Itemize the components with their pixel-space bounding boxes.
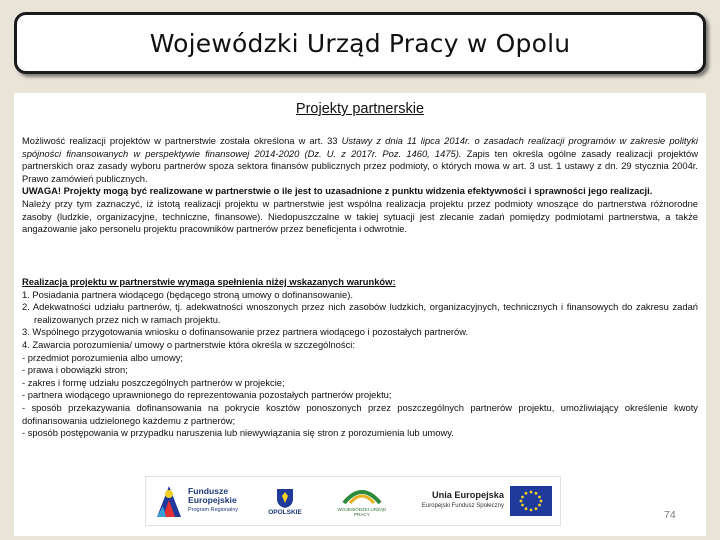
fundusze-europejskie-logo: Fundusze Europejskie Program Regionalny bbox=[154, 484, 238, 518]
opolskie-logo: OPOLSKIE bbox=[268, 487, 302, 516]
requirements-heading: Realizacja projektu w partnerstwie wymaga spełnienia niżej wskazanych warunków: bbox=[22, 276, 396, 287]
intro-text bbox=[22, 135, 698, 236]
slide-content bbox=[14, 93, 706, 536]
unia-europejska-logo: Unia Europejska Europejski Fundusz Społeczny bbox=[422, 486, 552, 516]
wup-logo: WOJEWÓDZKI URZĄD PRACY bbox=[332, 485, 392, 518]
paragraph-warning: UWAGA! Projekty mogą być realizowane w partnerstwie o ile jest to uzasadnione z punktu widzenia efektywności i sprawności jego realizacji. bbox=[22, 185, 653, 197]
eu-flag-icon bbox=[510, 486, 552, 516]
slide-subtitle: Projekty partnerskie bbox=[295, 101, 425, 117]
agreement-item: - sposób postępowania w przypadku naruszenia lub niewywiązania się stron z porozumienia lub umowy. bbox=[22, 427, 454, 439]
opolskie-crest-icon bbox=[275, 487, 295, 509]
requirement-item: 3. Wspólnego przygotowania wniosku o dofinansowanie przez partnera wiodącego i pozostałych partnerów. bbox=[22, 326, 469, 338]
agreement-item: - partnera wiodącego uprawnionego do reprezentowania pozostałych partnerów projektu; bbox=[22, 389, 392, 401]
agreement-item: - sposób przekazywania dofinansowania na pokrycie kosztów ponoszonych przez poszczególnych partnerów projektu, umożliwiający określenie kwoty dofinansowania udzielonego każdemu z partnerów; bbox=[22, 401, 698, 426]
requirement-item: 2. Adekwatności udziału partnerów, tj. adekwatności wnoszonych przez nich zasobów ludzkich, organizacyjnych, technicznych i finansowych do zakresu zadań realizowanych przez nich w ramach projektu. bbox=[22, 301, 698, 325]
requirement-item: 1. Posiadania partnera wiodącego (będącego stroną umowy o dofinansowanie). bbox=[22, 288, 353, 300]
title-banner bbox=[14, 12, 706, 74]
agreement-item: - prawa i obowiązki stron; bbox=[22, 364, 128, 376]
requirement-item: 4. Zawarcia porozumienia/ umowy o partnerstwie która określa w szczególności: bbox=[22, 338, 355, 350]
requirements-section bbox=[22, 276, 698, 440]
wup-emblem-icon bbox=[342, 485, 382, 507]
page-number: 74 bbox=[664, 509, 676, 521]
fe-star-icon bbox=[154, 484, 184, 518]
slide-header-title: Wojewódzki Urząd Pracy w Opolu bbox=[149, 28, 571, 58]
logo-strip bbox=[145, 476, 561, 526]
paragraph-legal-basis: Możliwość realizacji projektów w partnerstwie została określona w art. 33 Ustawy z dnia 11 lipca 2014r. o zasadach realizacji programów w zakresie polityki spójności finansowanych w perspektywie finansowej 2014-2020 (Dz. U. z 2017r. Poz. 1460, 1475). Zapis ten określa ogólne zasady realizacji projektów partnerskich oraz zasady wyboru partnerów spoza sektora finansów publicznych przez podmioty, o których mowa w art. 3 ust. 1 ustawy z dn. 29 stycznia 2004r. Prawo zamówień publicznych. bbox=[22, 135, 698, 184]
paragraph-note: Należy przy tym zaznaczyć, iż istotą realizacji projektu w partnerstwie jest wspólna realizacja projektu przez podmioty wnoszące do partnerstwa różnorodne zasoby (ludzkie, organizacyjne, techniczne, finansowe). Niedopuszczalne w takiej sytuacji jest zlecanie zadań pomiędzy podmiotami partnerstwa, a także angażowanie jako personelu projektu pracowników partnerów przez beneficjenta i odwrotnie. bbox=[22, 197, 698, 235]
agreement-item: - zakres i formę udziału poszczególnych partnerów w projekcie; bbox=[22, 376, 285, 388]
agreement-item: - przedmiot porozumienia albo umowy; bbox=[22, 351, 184, 363]
